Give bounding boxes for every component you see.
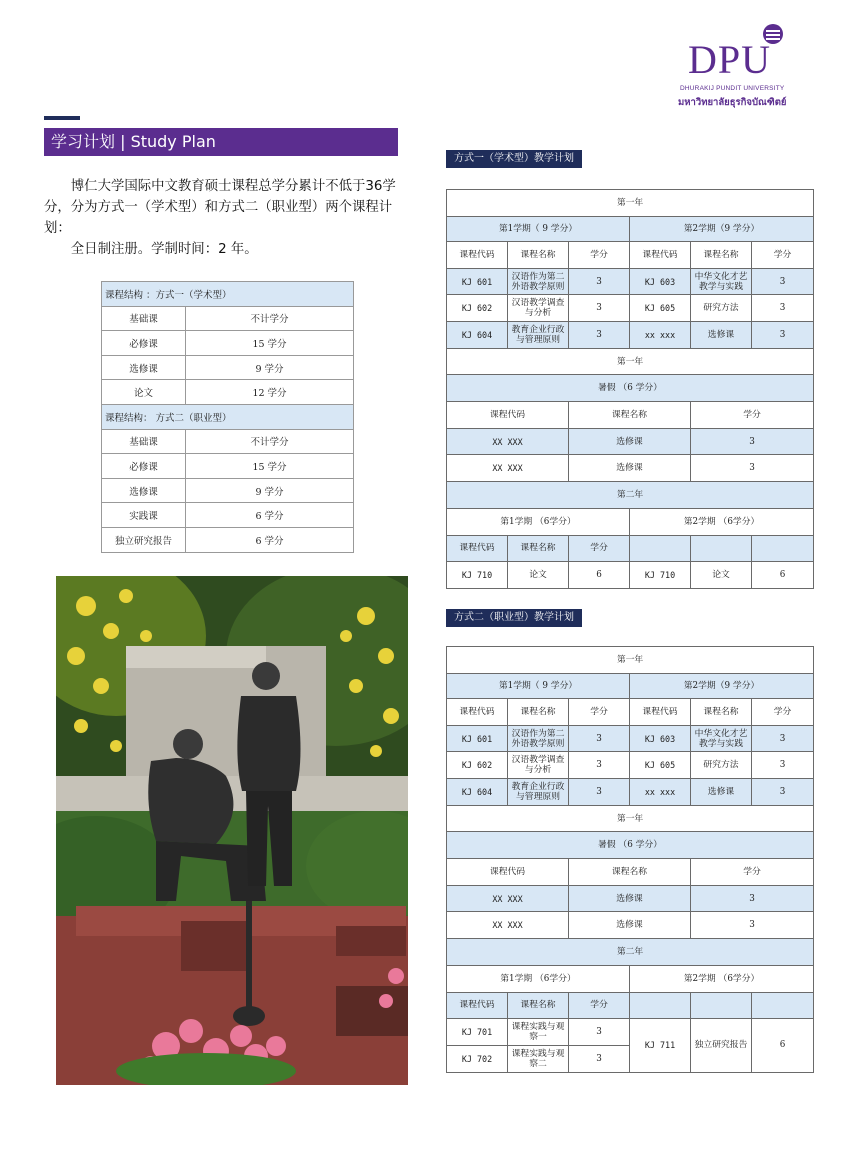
course-name: 选修课 <box>569 885 691 912</box>
summer-header: 暑假 （6 学分） <box>447 375 814 402</box>
course-name: 汉语作为第二外语教学原则 <box>508 725 569 752</box>
structure-cell: 选修课 <box>102 355 186 380</box>
column-header: 学分 <box>691 402 814 429</box>
semester-header: 第2学期 （6学分） <box>630 508 814 535</box>
course-code: xx xxx <box>630 322 691 349</box>
structure-cell: 9 学分 <box>186 478 354 503</box>
course-code: XX XXX <box>447 912 569 939</box>
course-name: 中华文化才艺教学与实践 <box>691 268 752 295</box>
course-name: 选修课 <box>569 455 691 482</box>
column-header: 课程名称 <box>569 402 691 429</box>
column-header: 课程代码 <box>447 859 569 886</box>
plan1-label: 方式一（学术型）教学计划 <box>446 150 582 168</box>
course-credit: 3 <box>569 322 630 349</box>
intro-paragraph-1: 博仁大学国际中文教育硕士课程总学分累计不低于36学分，分为方式一（学术型）和方式二（职业型）两个课程计划： <box>44 179 396 236</box>
logo-university-en: DHURAKIJ PUNDIT UNIVERSITY <box>680 85 785 92</box>
course-credit: 3 <box>752 295 814 322</box>
semester-header: 第2学期 （6学分） <box>630 965 814 992</box>
empty-cell <box>752 992 814 1019</box>
structure-plan1-header: 课程结构 ：方式一（学术型） <box>102 282 354 307</box>
year-header: 第一年 <box>447 647 814 674</box>
page-title: 学习计划 | Study Plan <box>44 128 398 156</box>
structure-cell: 基础课 <box>102 429 186 454</box>
course-name: 论文 <box>691 562 752 589</box>
course-name: 中华文化才艺教学与实践 <box>691 725 752 752</box>
course-name: 课程实践与观察二 <box>508 1045 569 1072</box>
course-name: 选修课 <box>691 322 752 349</box>
structure-cell: 6 学分 <box>186 527 354 552</box>
column-header: 学分 <box>691 859 814 886</box>
structure-cell: 实践课 <box>102 503 186 528</box>
course-name: 选修课 <box>691 779 752 806</box>
course-credit: 3 <box>569 752 630 779</box>
column-header: 课程名称 <box>508 992 569 1019</box>
course-code: KJ 605 <box>630 295 691 322</box>
column-header: 课程名称 <box>508 535 569 562</box>
course-name: 汉语教学调查与分析 <box>508 295 569 322</box>
structure-cell: 不计学分 <box>186 306 354 331</box>
column-header: 课程名称 <box>691 698 752 725</box>
semester-header: 第1学期（ 9 学分） <box>447 216 630 241</box>
column-header: 学分 <box>752 698 814 725</box>
course-name: 课程实践与观察一 <box>508 1019 569 1046</box>
structure-cell: 不计学分 <box>186 429 354 454</box>
course-code: KJ 701 <box>447 1019 508 1046</box>
summer-header: 暑假 （6 学分） <box>447 832 814 859</box>
course-credit: 3 <box>691 885 814 912</box>
course-code: KJ 711 <box>630 1019 691 1072</box>
accent-bar <box>44 116 80 120</box>
course-code: KJ 710 <box>630 562 691 589</box>
course-name: 选修课 <box>569 428 691 455</box>
course-credit: 3 <box>691 912 814 939</box>
structure-cell: 必修课 <box>102 454 186 479</box>
column-header: 课程代码 <box>447 992 508 1019</box>
course-credit: 3 <box>752 725 814 752</box>
structure-plan2-header: 课程结构： 方式二（职业型） <box>102 404 354 429</box>
course-code: KJ 710 <box>447 562 508 589</box>
course-credit: 3 <box>569 295 630 322</box>
course-structure-table <box>101 281 354 553</box>
course-code: KJ 604 <box>447 779 508 806</box>
course-credit: 3 <box>569 1019 630 1046</box>
course-code: KJ 605 <box>630 752 691 779</box>
course-credit: 3 <box>569 268 630 295</box>
semester-header: 第1学期 （6学分） <box>447 965 630 992</box>
semester-header: 第2学期（9 学分） <box>630 673 814 698</box>
structure-cell: 基础课 <box>102 306 186 331</box>
column-header: 课程代码 <box>447 698 508 725</box>
course-credit: 3 <box>752 752 814 779</box>
column-header: 课程名称 <box>508 698 569 725</box>
course-credit: 3 <box>569 725 630 752</box>
course-name: 教育企业行政与管理原则 <box>508 322 569 349</box>
empty-cell <box>691 992 752 1019</box>
course-credit: 3 <box>752 268 814 295</box>
year-header: 第二年 <box>447 482 814 509</box>
structure-cell: 15 学分 <box>186 331 354 356</box>
plan2-table <box>446 646 814 1073</box>
intro-paragraph-2: 全日制注册。学制时间：2 年。 <box>70 242 258 257</box>
statue-photo <box>56 576 408 1085</box>
empty-cell <box>691 535 752 562</box>
column-header: 课程代码 <box>447 535 508 562</box>
course-code: KJ 702 <box>447 1045 508 1072</box>
column-header: 课程代码 <box>630 698 691 725</box>
course-credit: 3 <box>691 428 814 455</box>
course-code: KJ 603 <box>630 725 691 752</box>
column-header: 学分 <box>569 698 630 725</box>
empty-cell <box>630 992 691 1019</box>
intro-text <box>44 176 396 260</box>
course-code: KJ 602 <box>447 295 508 322</box>
column-header: 课程名称 <box>569 859 691 886</box>
course-name: 论文 <box>508 562 569 589</box>
course-code: KJ 601 <box>447 268 508 295</box>
structure-cell: 15 学分 <box>186 454 354 479</box>
column-header: 学分 <box>569 535 630 562</box>
course-credit: 3 <box>752 322 814 349</box>
year-header: 第一年 <box>447 190 814 217</box>
course-credit: 6 <box>752 1019 814 1072</box>
course-name: 独立研究报告 <box>691 1019 752 1072</box>
structure-cell: 独立研究报告 <box>102 527 186 552</box>
course-credit: 3 <box>691 455 814 482</box>
course-credit: 6 <box>752 562 814 589</box>
dpu-logo <box>676 18 796 108</box>
year-header: 第一年 <box>447 348 814 375</box>
year-header: 第二年 <box>447 939 814 966</box>
course-code: xx xxx <box>630 779 691 806</box>
structure-cell: 9 学分 <box>186 355 354 380</box>
course-code: KJ 601 <box>447 725 508 752</box>
year-header: 第一年 <box>447 805 814 832</box>
column-header: 课程代码 <box>630 241 691 268</box>
semester-header: 第1学期（ 9 学分） <box>447 673 630 698</box>
plan1-table <box>446 189 814 589</box>
course-code: XX XXX <box>447 428 569 455</box>
structure-cell: 论文 <box>102 380 186 405</box>
course-name: 教育企业行政与管理原则 <box>508 779 569 806</box>
course-name: 研究方法 <box>691 752 752 779</box>
course-code: KJ 603 <box>630 268 691 295</box>
course-name: 选修课 <box>569 912 691 939</box>
empty-cell <box>752 535 814 562</box>
course-code: XX XXX <box>447 885 569 912</box>
column-header: 课程名称 <box>691 241 752 268</box>
course-code: KJ 604 <box>447 322 508 349</box>
structure-cell: 6 学分 <box>186 503 354 528</box>
course-code: KJ 602 <box>447 752 508 779</box>
course-name: 汉语作为第二外语教学原则 <box>508 268 569 295</box>
column-header: 学分 <box>752 241 814 268</box>
structure-cell: 12 学分 <box>186 380 354 405</box>
logo-text: DPU <box>688 37 772 82</box>
course-credit: 3 <box>752 779 814 806</box>
column-header: 学分 <box>569 992 630 1019</box>
semester-header: 第1学期 （6学分） <box>447 508 630 535</box>
column-header: 课程名称 <box>508 241 569 268</box>
structure-cell: 必修课 <box>102 331 186 356</box>
course-code: XX XXX <box>447 455 569 482</box>
column-header: 课程代码 <box>447 402 569 429</box>
course-name: 研究方法 <box>691 295 752 322</box>
column-header: 学分 <box>569 241 630 268</box>
structure-cell: 选修课 <box>102 478 186 503</box>
empty-cell <box>630 535 691 562</box>
course-credit: 6 <box>569 562 630 589</box>
semester-header: 第2学期（9 学分） <box>630 216 814 241</box>
course-name: 汉语教学调查与分析 <box>508 752 569 779</box>
plan2-label: 方式二（职业型）教学计划 <box>446 609 582 627</box>
column-header: 课程代码 <box>447 241 508 268</box>
course-credit: 3 <box>569 1045 630 1072</box>
course-credit: 3 <box>569 779 630 806</box>
logo-university-th: มหาวิทยาลัยธุรกิจบัณฑิตย์ <box>678 97 787 108</box>
